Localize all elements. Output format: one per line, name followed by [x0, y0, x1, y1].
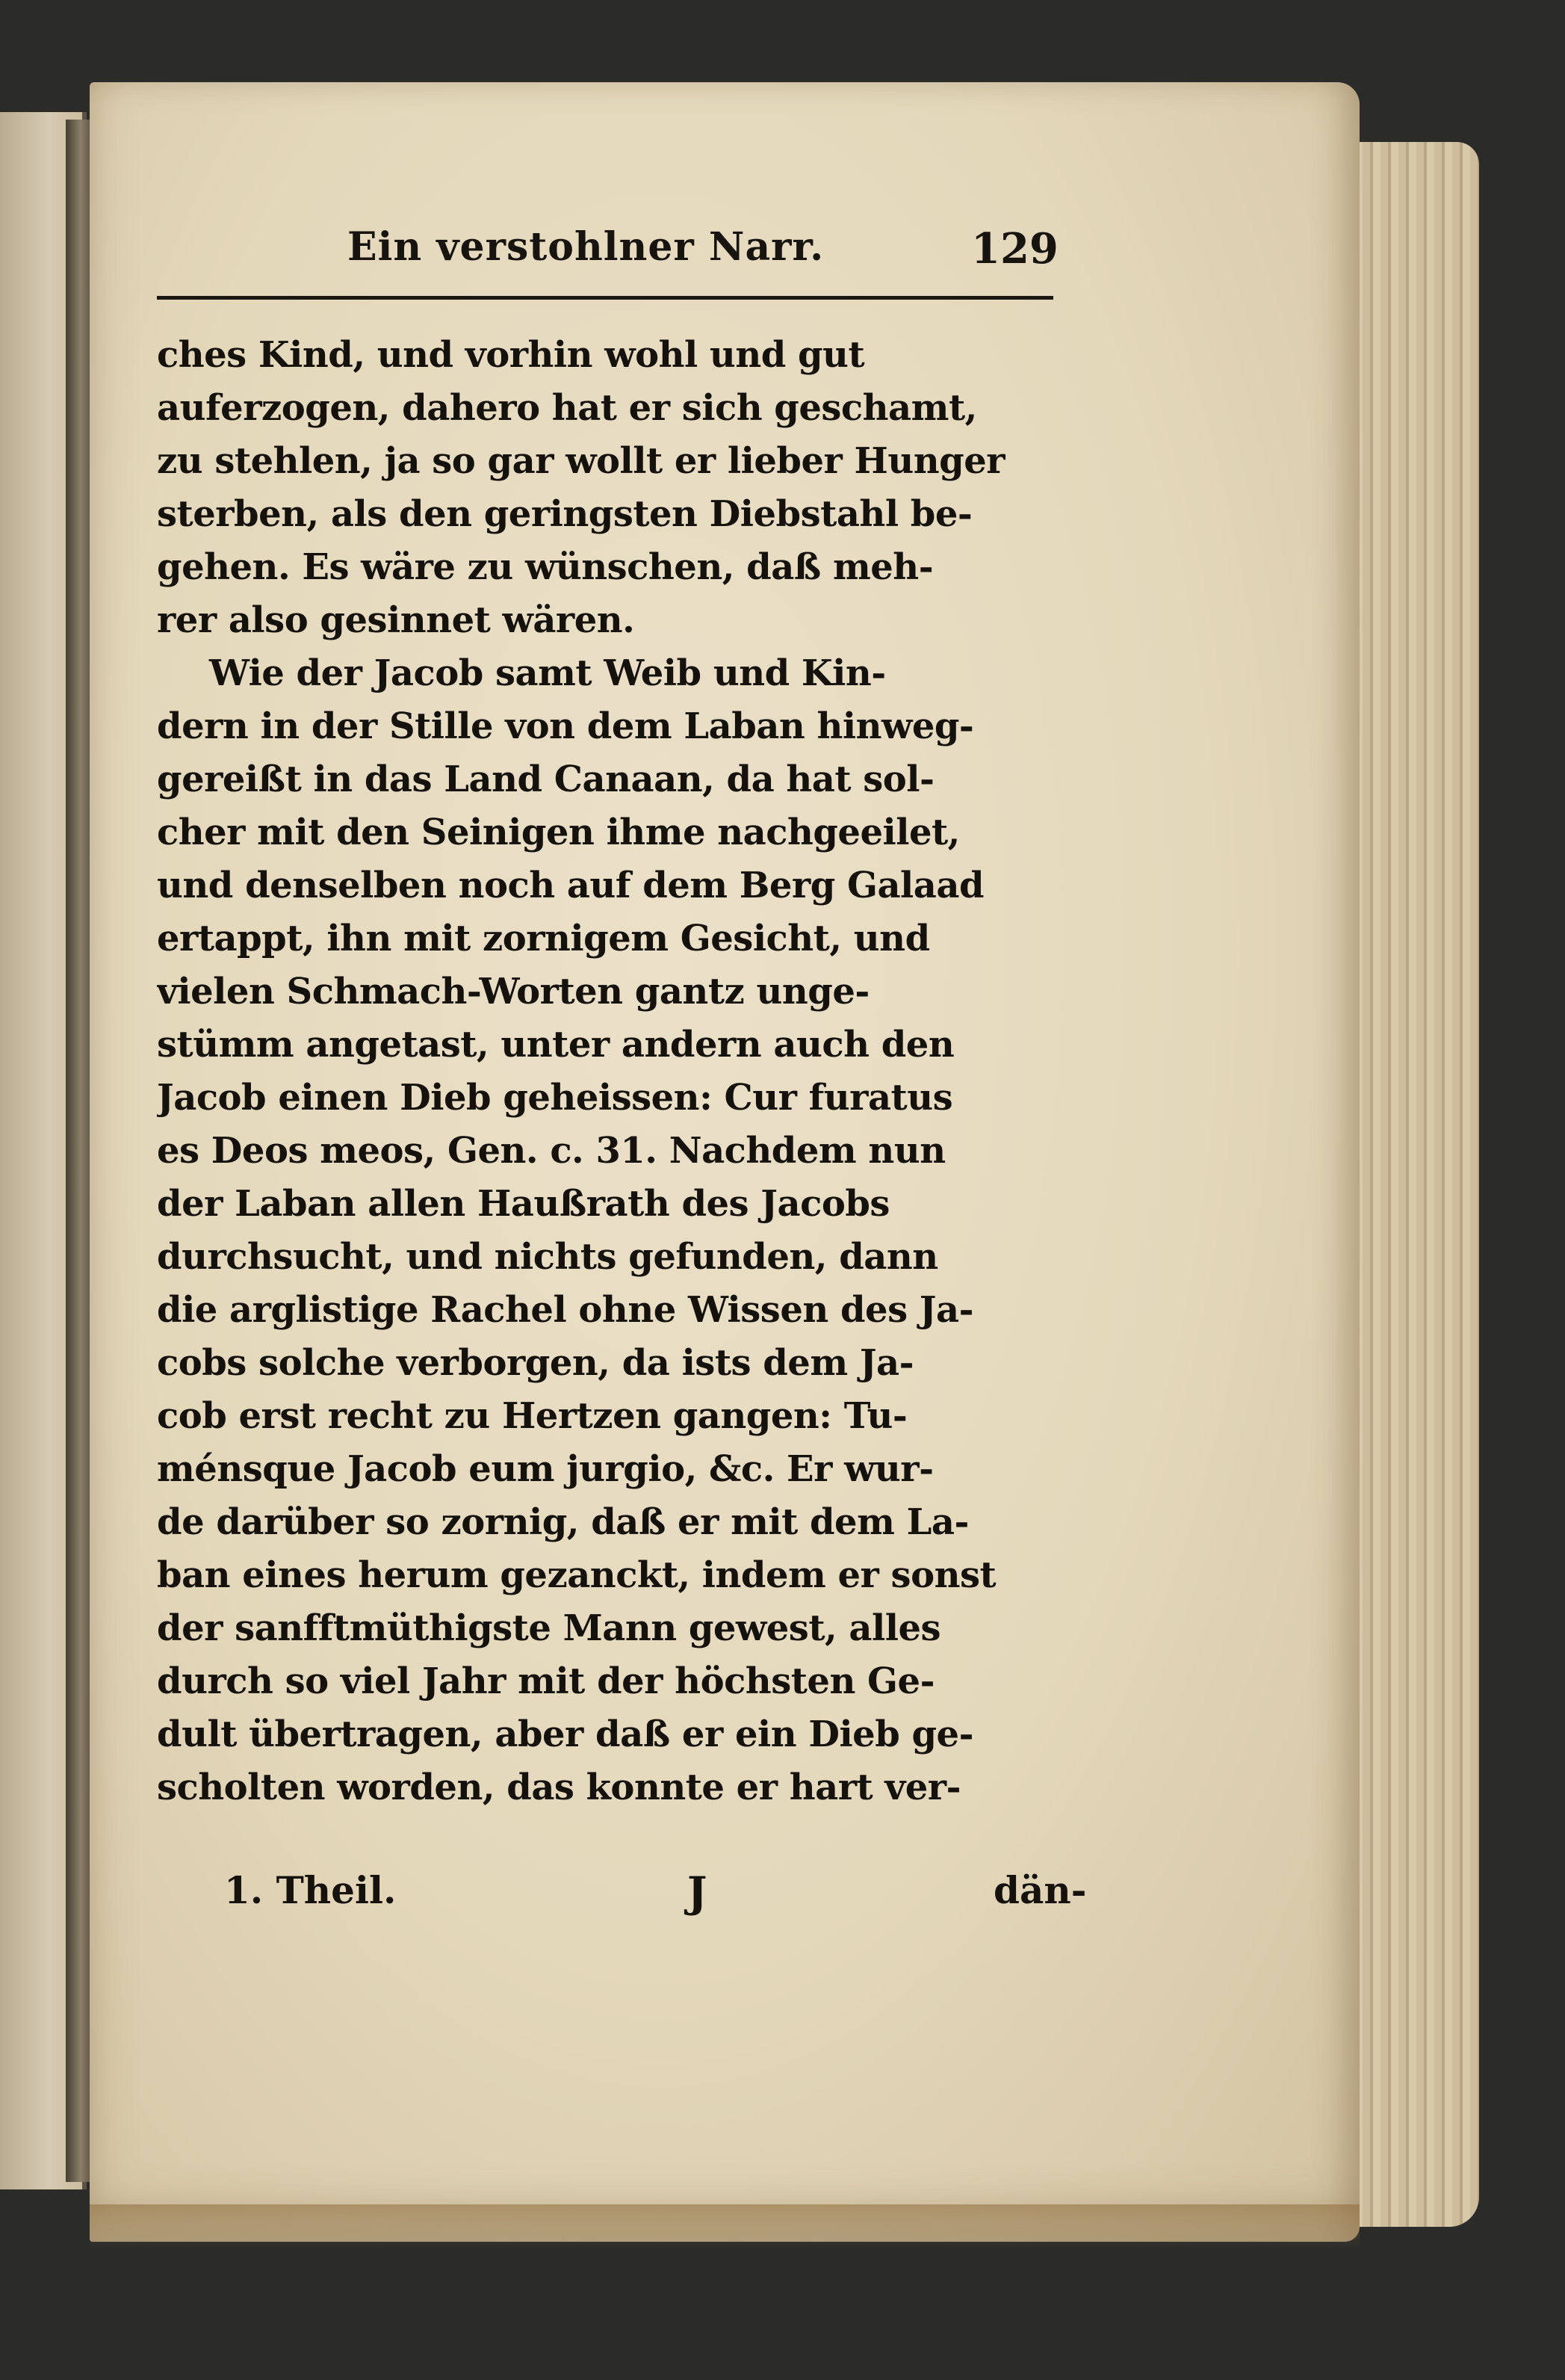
text-line: durchsucht, und nichts gefunden, dann: [157, 1236, 938, 1278]
text-line: der sanfftmüthigste Mann gewest, alles: [157, 1607, 941, 1649]
text-line: sterben, als den geringsten Diebstahl be-: [157, 493, 973, 535]
text-line: auferzogen, dahero hat er sich geschamt,: [157, 387, 977, 429]
page-edges: [1345, 142, 1479, 2227]
text-line: es Deos meos, Gen. c. 31. Nachdem nun: [157, 1130, 946, 1172]
header-rule: [157, 296, 1053, 300]
text-line: dern in der Stille von dem Laban hinweg-: [157, 705, 974, 747]
page-header: [157, 224, 1059, 306]
text-line: die arglistige Rachel ohne Wissen des Ja-: [157, 1289, 974, 1331]
signature-mark: J: [687, 1868, 707, 1917]
page-stain: [90, 2204, 1360, 2249]
text-line: zu stehlen, ja so gar wollt er lieber Hunger: [157, 440, 1005, 482]
text-line: de darüber so zornig, daß er mit dem La-: [157, 1501, 969, 1543]
signature-label: 1. Theil.: [224, 1868, 397, 1912]
text-line: vielen Schmach-Worten gantz unge-: [157, 971, 870, 1013]
catchword: dän-: [994, 1868, 1087, 1912]
page-footer: [224, 1868, 1087, 1935]
text-line: ban eines herum gezanckt, indem er sonst: [157, 1554, 997, 1596]
text-line: cob erst recht zu Hertzen gangen: Tu-: [157, 1395, 908, 1437]
text-line: scholten worden, das konnte er hart ver-: [157, 1767, 961, 1808]
text-line: ertappt, ihn mit zornigem Gesicht, und: [157, 918, 930, 959]
text-line: ches Kind, und vorhin wohl und gut: [157, 334, 865, 376]
text-line: Wie der Jacob samt Weib und Kin-: [209, 652, 886, 694]
text-line: gereißt in das Land Canaan, da hat sol-: [157, 758, 935, 800]
text-line: gehen. Es wäre zu wünschen, daß meh-: [157, 546, 934, 588]
text-line: durch so viel Jahr mit der höchsten Ge-: [157, 1660, 935, 1702]
text-line: stümm angetast, unter andern auch den: [157, 1024, 955, 1066]
text-line: cobs solche verborgen, da ists dem Ja-: [157, 1342, 914, 1384]
running-title: Ein verstohlner Narr.: [347, 224, 825, 270]
text-line: der Laban allen Haußrath des Jacobs: [157, 1183, 890, 1225]
body-text: [157, 329, 1068, 1814]
text-line: dult übertragen, aber daß er ein Dieb ge-: [157, 1713, 974, 1755]
text-line: cher mit den Seinigen ihme nachgeeilet,: [157, 812, 960, 853]
text-line: und denselben noch auf dem Berg Galaad: [157, 865, 985, 906]
text-line: rer also gesinnet wären.: [157, 599, 635, 641]
text-line: Jacob einen Dieb geheissen: Cur furatus: [157, 1077, 953, 1119]
text-line: ménsque Jacob eum jurgio, &c. Er wur-: [157, 1448, 934, 1490]
page-number: 129: [971, 224, 1059, 273]
